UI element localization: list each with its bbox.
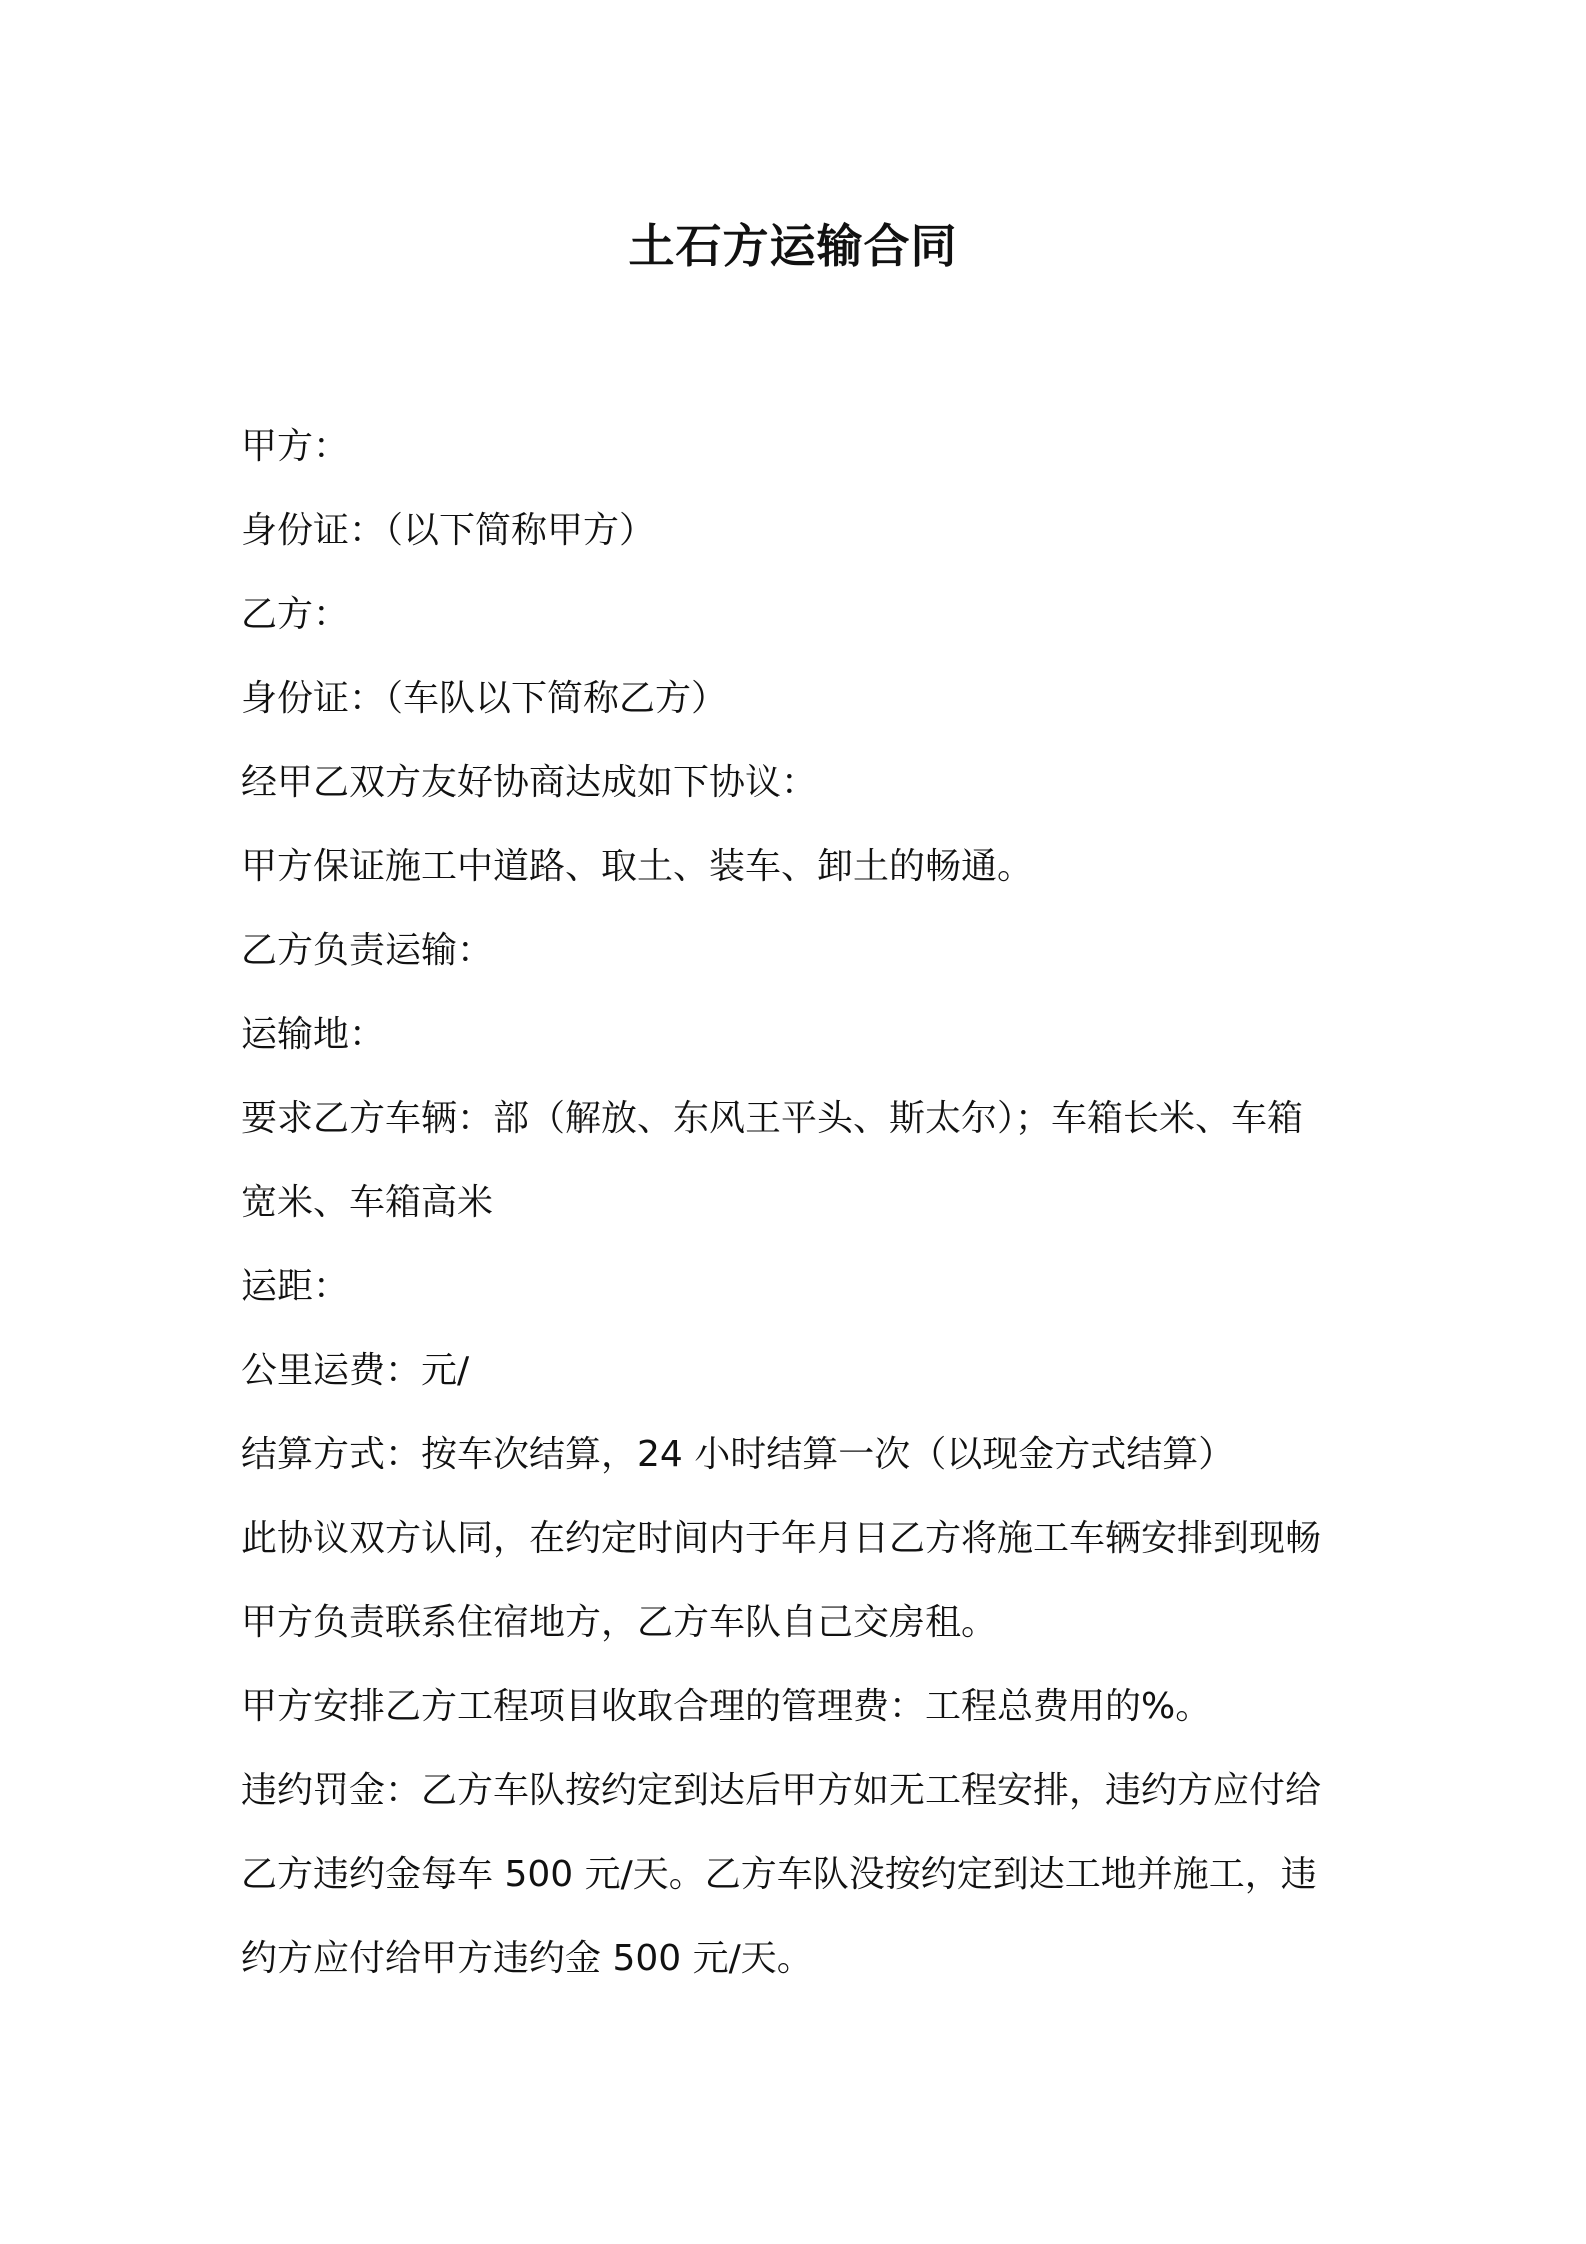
party-a-line: 甲方： [241,426,350,467]
party-a-id-line: 身份证：（以下简称甲方） [241,510,656,551]
penalty-line: 违约罚金：乙方车队按约定到达后甲方如无工程安排，违约方应付给 [241,1770,1322,1811]
mutual-consent-line: 此协议双方认同，在约定时间内于年月日乙方将施工车辆安排到现畅 [241,1518,1322,1559]
penalty-continued-line: 乙方违约金每车 500 元/天。乙方车队没按约定到达工地并施工，违 [241,1854,1317,1895]
party-b-id-line: 身份证：（车队以下简称乙方） [241,678,728,719]
vehicle-requirement-line: 要求乙方车辆：部（解放、东风王平头、斯太尔）；车箱长米、车箱 [241,1098,1304,1139]
vehicle-requirement-continued-line: 宽米、车箱高米 [241,1182,494,1223]
management-fee-line: 甲方安排乙方工程项目收取合理的管理费：工程总费用的%。 [241,1686,1212,1727]
settlement-method-line: 结算方式：按车次结算，24 小时结算一次（以现金方式结算） [241,1434,1235,1475]
party-a-guarantee-line: 甲方保证施工中道路、取土、装车、卸土的畅通。 [241,846,1034,887]
party-b-transport-line: 乙方负责运输： [241,930,494,971]
document-body [241,405,1359,2001]
penalty-final-line: 约方应付给甲方违约金 500 元/天。 [241,1938,813,1979]
transport-distance-line: 运距： [241,1266,350,1307]
agreement-intro-line: 经甲乙双方友好协商达成如下协议： [241,762,818,803]
accommodation-line: 甲方负责联系住宿地方，乙方车队自己交房租。 [241,1602,998,1643]
party-b-line: 乙方： [241,594,350,635]
transport-location-line: 运输地： [241,1014,386,1055]
document-title: 土石方运输合同 [628,219,958,273]
freight-rate-line: 公里运费：元/ [241,1350,470,1391]
